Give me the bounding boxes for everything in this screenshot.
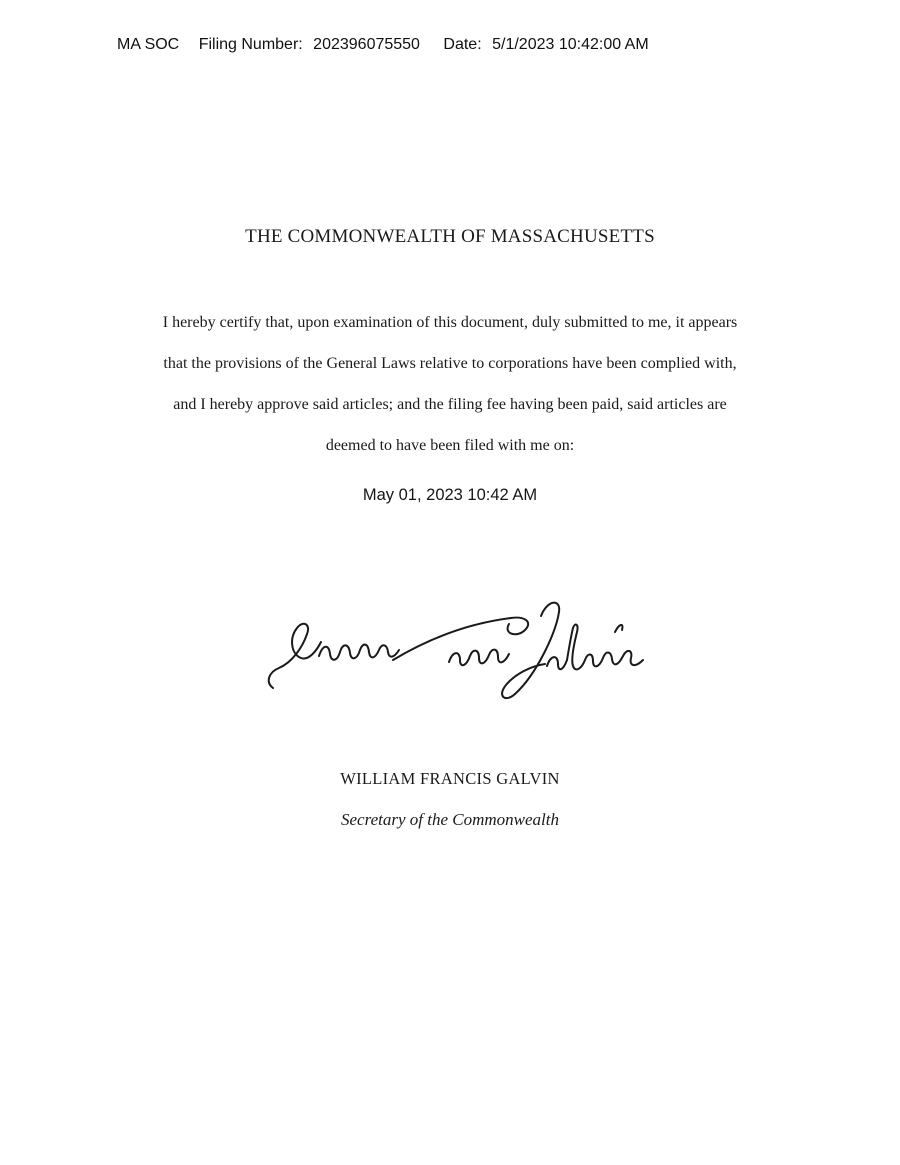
signatory-name: WILLIAM FRANCIS GALVIN <box>340 769 560 788</box>
certification-line: deemed to have been filed with me on: <box>325 437 575 454</box>
signature-image <box>263 598 648 710</box>
certification-line: I hereby certify that, upon examination of this document, duly submitted to me, it appears <box>162 314 738 331</box>
certification-paragraph <box>0 302 900 466</box>
certification-line: that the provisions of the General Laws relative to corporations have been complied with, <box>163 355 737 372</box>
date-value: 5/1/2023 10:42:00 AM <box>492 36 649 53</box>
filing-header <box>117 36 649 54</box>
agency-label: MA SOC <box>117 36 180 53</box>
signatory-role: Secretary of the Commonwealth <box>341 810 559 829</box>
filing-number-value: 202396075550 <box>313 36 420 53</box>
filed-datetime: May 01, 2023 10:42 AM <box>362 486 538 504</box>
date-label: Date: <box>443 36 482 53</box>
certification-line: and I hereby approve said articles; and the filing fee having been paid, said articles are <box>173 396 727 413</box>
filing-number-label: Filing Number: <box>198 36 303 53</box>
page-title: THE COMMONWEALTH OF MASSACHUSETTS <box>245 226 655 247</box>
